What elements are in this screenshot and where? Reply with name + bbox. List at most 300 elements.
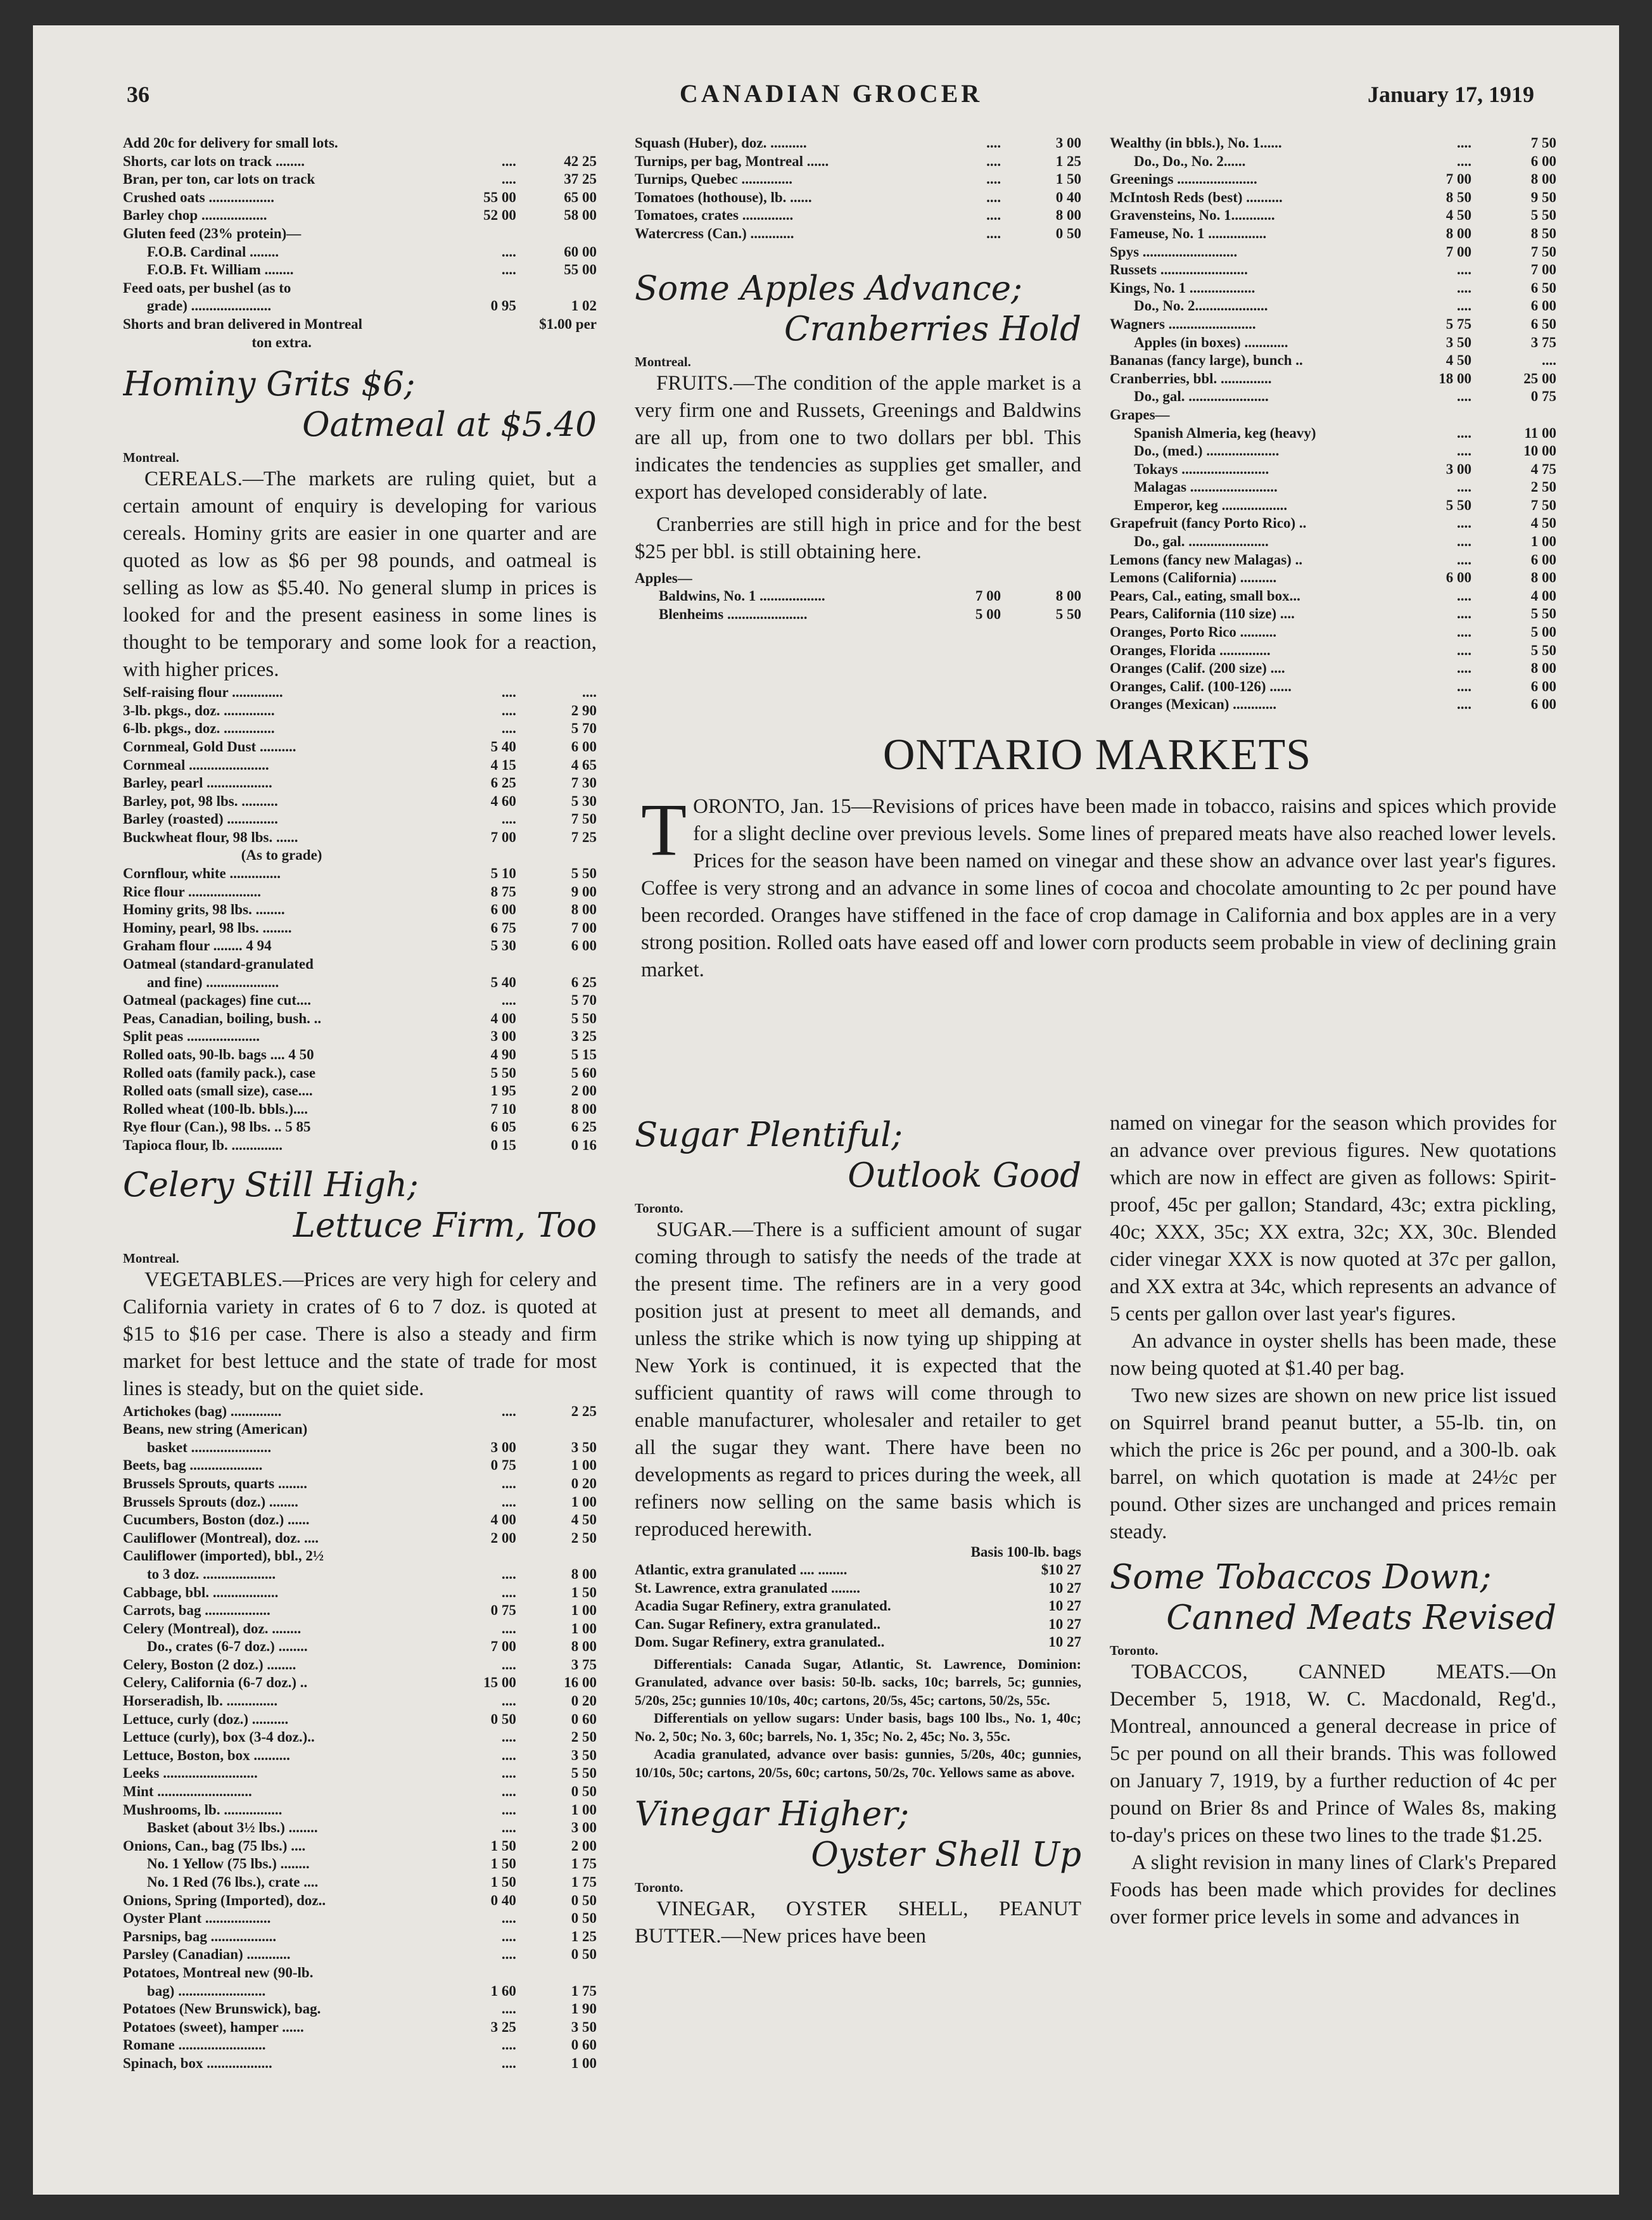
price-low: 7 10 [490, 1100, 516, 1117]
item-name: Potatoes (New Brunswick), bag. [123, 2001, 321, 2017]
price-row [123, 1602, 597, 1620]
price-high: 1 75 [571, 1856, 597, 1872]
price-high: $10 27 [1041, 1562, 1081, 1578]
price-high: 4 75 [1530, 461, 1556, 477]
item-name: Barley chop .................. [123, 207, 267, 224]
price-high [516, 846, 597, 865]
price-high: 3 75 [571, 1656, 597, 1673]
price-row [123, 1511, 597, 1529]
price-low: .... [1457, 479, 1472, 495]
item-name: Oatmeal (standard-granulated [123, 956, 314, 973]
price-low: .... [501, 702, 516, 718]
price-high: 4 50 [1530, 515, 1556, 532]
item-name: Russets ........................ [1110, 262, 1248, 278]
item-name: Tokays ........................ [1134, 461, 1269, 477]
item-name: No. 1 Yellow (75 lbs.) ........ [147, 1856, 310, 1872]
item-name: Brussels Sprouts (doz.) ........ [123, 1493, 298, 1510]
item-name: Lemons (California) .......... [1110, 570, 1277, 586]
price-row [1110, 297, 1556, 316]
item-name: Tapioca flour, lb. .............. [123, 1137, 283, 1153]
price-low: .... [501, 992, 516, 1009]
vinegar-headline-line1: Vinegar Higher; [635, 1795, 910, 1834]
price-row [1110, 678, 1556, 696]
price-low: .... [501, 1729, 516, 1745]
price-low: .... [501, 1403, 516, 1419]
price-low: 52 00 [483, 207, 516, 224]
item-name: Barley, pearl .................. [123, 775, 272, 791]
price-low: 5 50 [490, 1064, 516, 1081]
price-low: 1 50 [490, 1874, 516, 1890]
price-high [516, 1964, 597, 1982]
item-name: 3-lb. pkgs., doz. .............. [123, 702, 275, 718]
price-high: 7 30 [571, 775, 597, 791]
price-row [1110, 569, 1556, 587]
price-high: 5 50 [1055, 606, 1081, 622]
sugar-yellow-differentials: Differentials on yellow sugars: Under basis, bags 100 lbs., No. 1, 40c; No. 2, 50c; No. 3, 60c; barrels, No. 1, 35c; No. 2, 45c; No. 3, 55c. [635, 1710, 1081, 1744]
price-row [123, 1638, 597, 1656]
price-high: 0 60 [571, 1711, 597, 1727]
price-high: 9 50 [1530, 189, 1556, 205]
price-low: .... [1457, 443, 1472, 459]
price-row [1110, 533, 1556, 551]
price-low: 5 30 [490, 938, 516, 954]
item-name: Leeks .......................... [123, 1765, 258, 1782]
price-row [123, 1529, 597, 1548]
price-low: 15 00 [483, 1675, 516, 1691]
price-row [123, 1674, 597, 1692]
item-name: Hominy, pearl, 98 lbs. ........ [123, 919, 292, 936]
item-name: Malagas ........................ [1134, 479, 1278, 495]
ontario-markets-title: ONTARIO MARKETS [882, 730, 1312, 779]
price-low: 7 00 [1446, 243, 1472, 260]
price-row [635, 134, 1081, 153]
price-low: .... [501, 1584, 516, 1600]
price-row [123, 134, 597, 153]
price-high: 2 90 [571, 702, 597, 718]
price-row [123, 1082, 597, 1100]
price-low: .... [501, 811, 516, 827]
fruits-paragraph-2: Cranberries are still high in price and for the best $25 per bbl. is still obtaining here. [635, 513, 1081, 563]
price-low [1404, 406, 1471, 424]
price-high: 8 00 [571, 1566, 597, 1582]
item-name: Romane ........................ [123, 2037, 266, 2053]
price-row [1110, 261, 1556, 279]
item-name: Barley, pot, 98 lbs. .......... [123, 793, 278, 809]
price-low: .... [1457, 298, 1472, 314]
price-low: 4 15 [490, 756, 516, 773]
price-row [1110, 334, 1556, 352]
price-high: 3 00 [571, 1820, 597, 1836]
price-row [123, 1457, 597, 1475]
item-name: Bran, per ton, car lots on track [123, 171, 315, 188]
price-high: 1 00 [571, 1801, 597, 1818]
price-low: 0 75 [490, 1602, 516, 1619]
price-row [1110, 316, 1556, 334]
price-high: 8 00 [1055, 207, 1081, 224]
price-high: 0 50 [571, 1910, 597, 1927]
tobacco-headline-line1: Some Tobaccos Down; [1110, 1558, 1492, 1597]
price-low: 0 75 [490, 1457, 516, 1474]
item-name: Cucumbers, Boston (doz.) ...... [123, 1512, 310, 1528]
price-low: .... [501, 1747, 516, 1763]
item-name: Add 20c for delivery for small lots. [123, 135, 338, 151]
price-row [123, 901, 597, 919]
price-high: 8 00 [1530, 171, 1556, 188]
price-low: 5 40 [490, 974, 516, 990]
vinegar-dateline: Toronto. [635, 1880, 683, 1896]
price-high: 0 50 [571, 1892, 597, 1908]
price-row [123, 1692, 597, 1711]
item-name: Feed oats, per bushel (as to [123, 279, 291, 296]
price-high: 0 16 [571, 1137, 597, 1153]
price-row [123, 1964, 597, 1982]
price-low: 5 40 [490, 738, 516, 755]
price-row [1110, 170, 1556, 189]
price-low: .... [1457, 153, 1472, 169]
price-high: 6 00 [1530, 551, 1556, 568]
price-low: 3 00 [1446, 461, 1472, 477]
item-name: Parsnips, bag .................. [123, 1928, 277, 1944]
price-high [1471, 406, 1556, 424]
price-low: 6 00 [490, 902, 516, 918]
price-high: 7 25 [571, 829, 597, 845]
price-row [1110, 370, 1556, 388]
item-name: F.O.B. Ft. William ........ [147, 262, 294, 278]
item-name: Oranges (Calif. (200 size) .... [1110, 660, 1285, 677]
drop-cap: T [641, 788, 687, 871]
price-row [123, 738, 597, 756]
price-high: 5 70 [571, 720, 597, 737]
price-high: 10 27 [1048, 1598, 1081, 1614]
price-high: 0 50 [571, 1783, 597, 1800]
item-name: Do., No. 2.................... [1134, 298, 1268, 314]
price-row [123, 1783, 597, 1801]
price-row [123, 1475, 597, 1493]
price-high: 1 25 [571, 1928, 597, 1944]
vinegar-headline-line2: Oyster Shell Up [811, 1835, 1081, 1875]
price-high: 6 00 [1530, 678, 1556, 694]
price-row [1110, 406, 1556, 424]
price-row [123, 810, 597, 829]
price-low: 3 25 [490, 2019, 516, 2035]
price-row [123, 1801, 597, 1820]
price-row [123, 1873, 597, 1892]
price-row [123, 1855, 597, 1873]
price-row [123, 1010, 597, 1028]
item-name: Gluten feed (23% protein)— [123, 225, 302, 241]
price-row [123, 1928, 597, 1946]
price-row [123, 1547, 597, 1566]
item-name: Rolled oats, 90-lb. bags .... 4 50 [123, 1047, 314, 1062]
price-high: $1.00 per [539, 316, 597, 332]
price-low: 6 00 [1446, 570, 1472, 586]
price-low: .... [1457, 262, 1472, 278]
sugar-acadia-differentials: Acadia granulated, advance over basis: gunnies, 5/20s, 40c; gunnies, 10/10s, 50c; cartons, 20/5s, 60c; cartons, 50/2s, 70c. Yellows same as above. [635, 1746, 1081, 1780]
item-name: Bananas (fancy large), bunch .. [1110, 352, 1303, 369]
price-high: 2 00 [571, 1083, 597, 1099]
feed-price-list [123, 134, 597, 352]
item-name: Do., gal. ...................... [1134, 388, 1269, 405]
price-row [123, 955, 597, 974]
item-name: Cornflour, white .............. [123, 865, 281, 882]
price-high: 5 30 [571, 793, 597, 809]
item-name: Gravensteins, No. 1............ [1110, 207, 1275, 224]
price-row [1110, 225, 1556, 243]
item-name: Shorts, car lots on track ........ [123, 153, 305, 169]
price-high: 42 25 [564, 153, 597, 169]
sugar-headline-line2: Outlook Good [848, 1156, 1081, 1195]
price-row [123, 1493, 597, 1512]
price-row [123, 225, 597, 243]
price-row [123, 756, 597, 775]
item-name: Celery, California (6-7 doz.) .. [123, 1675, 308, 1691]
price-low: .... [501, 1693, 516, 1709]
price-high: 3 00 [1055, 135, 1081, 151]
price-low: .... [501, 1946, 516, 1963]
item-name: Oyster Plant .................. [123, 1910, 271, 1927]
price-high: 8 00 [1530, 570, 1556, 586]
price-row [635, 153, 1081, 171]
price-row [123, 1728, 597, 1747]
price-row [635, 606, 1081, 624]
fruits-dateline: Montreal. [635, 354, 691, 369]
price-low: .... [1457, 606, 1472, 622]
price-row [123, 865, 597, 883]
price-row [1110, 587, 1556, 606]
price-low: 0 95 [490, 298, 516, 314]
price-low [929, 570, 1001, 588]
price-high: 65 00 [564, 189, 597, 205]
price-row [1110, 243, 1556, 262]
price-low [440, 225, 516, 243]
price-row [123, 2000, 597, 2019]
item-name: McIntosh Reds (best) .......... [1110, 189, 1283, 205]
item-name: Graham flour ........ 4 94 [123, 938, 272, 954]
item-name: Pears, Cal., eating, small box... [1110, 587, 1300, 604]
cereals-dateline: Montreal. [123, 450, 179, 466]
price-high: 9 00 [571, 883, 597, 900]
price-low: .... [1457, 135, 1472, 151]
price-row [123, 297, 597, 316]
price-high: .... [582, 684, 597, 701]
price-low: .... [1457, 587, 1472, 604]
price-low: 0 50 [490, 1711, 516, 1727]
item-name: Buckwheat flour, 98 lbs. ...... [123, 829, 298, 845]
price-high: 4 50 [571, 1512, 597, 1528]
price-high: 10 27 [1048, 1616, 1081, 1632]
sugar-price-list [635, 1561, 1081, 1652]
price-low [440, 279, 516, 298]
price-low: .... [1457, 551, 1472, 568]
item-name: Potatoes, Montreal new (90-lb. [123, 1964, 314, 1981]
item-name: Turnips, Quebec .............. [635, 171, 793, 188]
price-high: 16 00 [564, 1675, 597, 1691]
price-high: 7 50 [1530, 497, 1556, 513]
item-name: Apples— [635, 570, 692, 586]
price-low: .... [986, 153, 1001, 169]
price-row [123, 1747, 597, 1765]
item-name: Blenheims ...................... [659, 606, 808, 622]
item-name: Do., crates (6-7 doz.) ........ [147, 1638, 308, 1655]
item-name: Atlantic, extra granulated .... ........ [635, 1562, 848, 1578]
price-row [123, 1764, 597, 1783]
price-row [1110, 478, 1556, 497]
magazine-page [33, 25, 1619, 2195]
item-name: (As to grade) [241, 847, 322, 864]
item-name: Tomatoes (hothouse), lb. ...... [635, 189, 812, 205]
price-row [1110, 696, 1556, 714]
item-name: Horseradish, lb. .............. [123, 1693, 278, 1709]
price-high: 1 90 [571, 2001, 597, 2017]
item-name: Kings, No. 1 .................. [1110, 279, 1255, 296]
price-high: 10 27 [1048, 1579, 1081, 1596]
item-name: No. 1 Red (76 lbs.), crate .... [147, 1874, 319, 1890]
price-low [440, 846, 516, 865]
price-low: .... [986, 189, 1001, 205]
price-high: 1 00 [571, 1620, 597, 1636]
item-name: Barley (roasted) .............. [123, 811, 278, 827]
price-high: 7 50 [1530, 243, 1556, 260]
price-row [123, 883, 597, 902]
price-low: .... [501, 1493, 516, 1510]
fruits-headline-line2: Cranberries Hold [784, 309, 1081, 348]
column-3-top [1110, 134, 1556, 717]
price-high: 8 00 [571, 1638, 597, 1655]
item-name: Apples (in boxes) ............ [1134, 334, 1288, 350]
price-high: 6 00 [1530, 298, 1556, 314]
price-low: .... [501, 720, 516, 737]
price-row [1110, 623, 1556, 642]
price-low: .... [501, 262, 516, 278]
price-high: 5 50 [571, 865, 597, 882]
price-row [123, 2019, 597, 2037]
item-name: Cabbage, bbl. .................. [123, 1584, 279, 1600]
price-row [123, 793, 597, 811]
vinegar-paragraph-cont: named on vinegar for the season which provides for an advance over previous figures. New quotations which are now in effect are given as follows: Spirit-proof, 45c per gallon; Standard, 43c; extra pickling, 40c; XXX, 35c; XX extra, 32c; XX, 30c. Blended cider vinegar XXX is now quoted at 37c per gallon, and XX extra at 34c, which represents an advance of 5 cents per gallon over last year's figures. [1110, 1112, 1556, 1325]
item-name: Greenings ...................... [1110, 171, 1257, 188]
price-low: .... [501, 1620, 516, 1636]
price-low: 1 95 [490, 1083, 516, 1099]
price-low: .... [1457, 696, 1472, 713]
price-low: 5 75 [1446, 316, 1472, 332]
item-name: Do., (med.) .................... [1134, 443, 1280, 459]
price-low: 8 50 [1446, 189, 1472, 205]
item-name: Brussels Sprouts, quarts ........ [123, 1475, 307, 1491]
price-high: 60 00 [564, 243, 597, 260]
price-high: 0 20 [571, 1693, 597, 1709]
price-high: 1 02 [571, 298, 597, 314]
price-high [516, 134, 597, 153]
item-name: Cornmeal ...................... [123, 756, 269, 773]
price-row [123, 243, 597, 262]
item-name: Mushrooms, lb. ................ [123, 1801, 283, 1818]
price-high: 5 50 [571, 1765, 597, 1782]
price-low: .... [501, 1765, 516, 1782]
price-high: 3 25 [571, 1028, 597, 1045]
price-high: 7 00 [571, 919, 597, 936]
ontario-intro [641, 788, 1556, 984]
oyster-shell-paragraph: An advance in oyster shells has been made, these now being quoted at $1.40 per bag. [1110, 1330, 1556, 1380]
item-name: Fameuse, No. 1 ................ [1110, 225, 1267, 241]
price-row [123, 992, 597, 1010]
price-row [635, 570, 1081, 588]
price-row [123, 702, 597, 720]
price-high: 6 50 [1530, 279, 1556, 296]
price-row [1110, 660, 1556, 678]
price-high: 8 50 [1530, 225, 1556, 241]
price-high: 1 25 [1055, 153, 1081, 169]
price-high: 1 50 [1055, 171, 1081, 188]
item-name: Baldwins, No. 1 .................. [659, 588, 825, 604]
price-low: 0 40 [490, 1892, 516, 1908]
price-row [635, 1597, 1081, 1616]
price-row [1110, 153, 1556, 171]
price-high: 6 25 [571, 1119, 597, 1135]
price-row [123, 1046, 597, 1064]
item-name: Hominy grits, 98 lbs. ........ [123, 902, 285, 918]
sugar-basis-label: Basis 100-lb. bags [970, 1544, 1081, 1560]
price-low: .... [501, 243, 516, 260]
item-name: Beans, new string (American) [123, 1421, 308, 1438]
price-row [123, 1137, 597, 1155]
item-name: Wagners ........................ [1110, 316, 1256, 332]
price-low: .... [1457, 642, 1472, 658]
sugar-paragraph: SUGAR.—There is a sufficient amount of sugar coming through to satisfy the needs of the trade at the present time. The refiners are in a very good position just at present to meet all demands, and unless the strike which is now tying up shipping at New York is continued, it is expected that the sufficient quantity of raws will come through to enable manufacturer, wholesaler and retailer to get all the sugar they want. There have been no developments as regard to prices during the week, all refiners now selling on the same basis which is reproduced herewith. [635, 1218, 1081, 1541]
price-high: 4 65 [571, 756, 597, 773]
tobacco-dateline: Toronto. [1110, 1643, 1159, 1658]
price-low: .... [501, 1801, 516, 1818]
peanut-butter-paragraph: Two new sizes are shown on new price list issued on Squirrel brand peanut butter, a 55-lb. tin, on which the price is 26c per pound, and a 300-lb. oak barrel, on which quotation is made at 24½c per pound. Other sizes are unchanged and prices remain steady. [1110, 1384, 1556, 1543]
price-row [635, 1579, 1081, 1598]
item-name: Can. Sugar Refinery, extra granulated.. [635, 1616, 881, 1632]
price-high: 37 25 [564, 171, 597, 188]
price-low: .... [501, 171, 516, 188]
item-name: St. Lawrence, extra granulated ........ [635, 1579, 861, 1596]
price-high: 0 50 [571, 1946, 597, 1963]
price-row [123, 846, 597, 865]
item-name: Lettuce, Boston, box .......... [123, 1747, 290, 1763]
price-high: 6 50 [1530, 316, 1556, 332]
price-high: 0 60 [571, 2037, 597, 2053]
item-name: Basket (about 3½ lbs.) ........ [147, 1820, 318, 1836]
cereals-price-list [123, 684, 597, 1154]
price-high: 8 00 [1530, 660, 1556, 677]
price-low: 1 50 [490, 1856, 516, 1872]
price-low: 8 00 [1446, 225, 1472, 241]
item-name: Pears, California (110 size) .... [1110, 606, 1295, 622]
price-low: 7 00 [1446, 171, 1472, 188]
price-low: .... [501, 153, 516, 169]
column-2-top [635, 134, 1081, 717]
cereals-headline-line1: Hominy Grits $6; [123, 365, 416, 404]
price-low: 0 15 [490, 1137, 516, 1153]
item-name: and fine) .................... [147, 974, 279, 990]
price-low [440, 334, 516, 352]
item-name: Rye flour (Can.), 98 lbs. .. 5 85 [123, 1119, 311, 1135]
item-name: Cauliflower (imported), bbl., 2½ [123, 1548, 324, 1564]
item-name: Cauliflower (Montreal), doz. .... [123, 1529, 319, 1546]
item-name: Tomatoes, crates .............. [635, 207, 794, 224]
price-low: 8 75 [490, 883, 516, 900]
price-low: .... [501, 2001, 516, 2017]
fruits-price-list [1110, 134, 1556, 714]
price-low: .... [501, 1910, 516, 1927]
vinegar-paragraph: VINEGAR, OYSTER SHELL, PEANUT BUTTER.—New prices have been [635, 1898, 1081, 1948]
vegetables-headline-line2: Lettuce Firm, Too [293, 1206, 597, 1245]
price-high: 0 50 [1055, 225, 1081, 241]
item-name: bag) ........................ [147, 1982, 266, 1999]
price-row [123, 974, 597, 992]
